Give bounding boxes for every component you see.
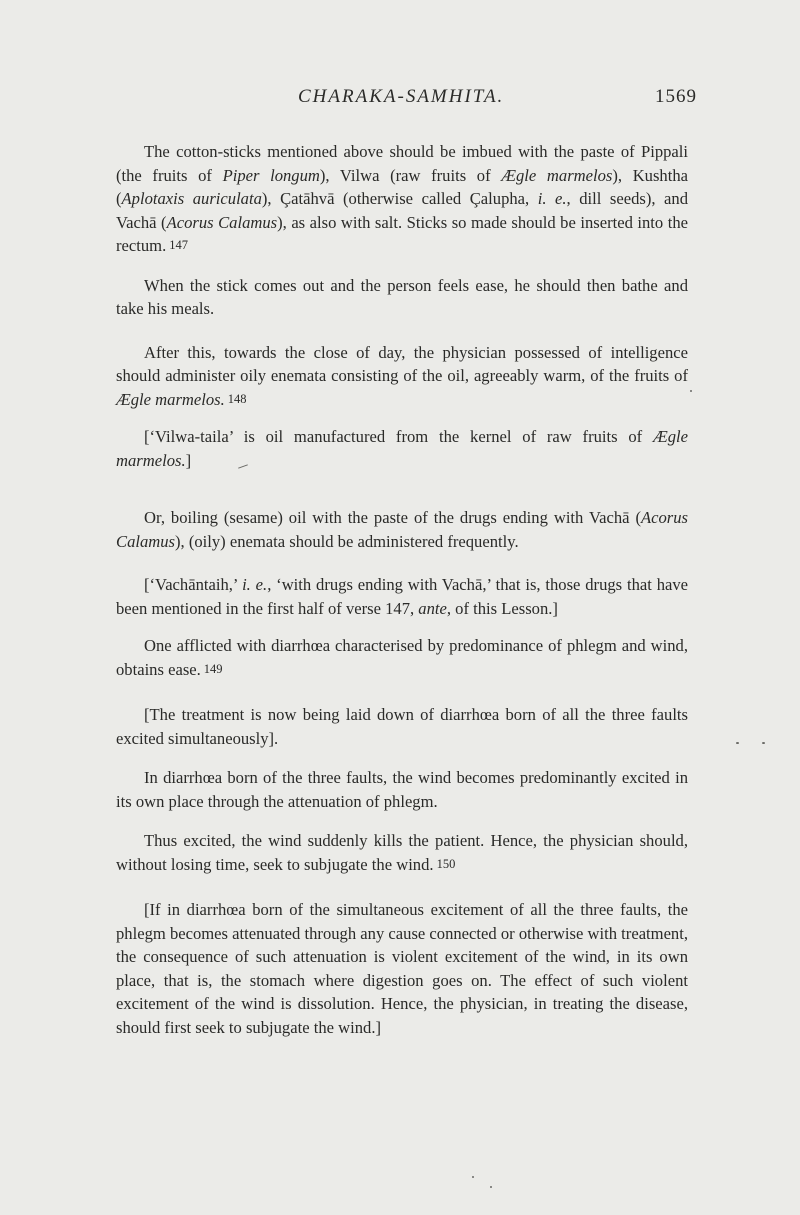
verse-number: 150 (436, 856, 456, 871)
text-segment: [If in diarrhœa born of the simultaneous excitement of all the three faults, the phlegm becomes attenuated through any cause connected or otherwise with treatment, the consequence of such attenuation is violent excitement of the wind, in its own place, that is, the stomach where digestion goes on. The effect of such violent excitement of the wind is dissolution. Hence, the physician, in treating the disease, should first seek to subjugate the wind.] (116, 900, 688, 1037)
page-speck (762, 742, 765, 744)
text-segment: When the stick comes out and the person feels ease, he should then bathe and take his meals. (116, 275, 688, 318)
paragraph (116, 274, 688, 321)
text-segment: , ‘with drugs ending with Vachā,’ that is, those drugs that have been mentioned in the first half of verse 147, (116, 575, 689, 618)
text-segment: In diarrhœa born of the three faults, the wind becomes predominantly excited in its own place through the attenuation of phlegm. (116, 768, 688, 811)
page-speck (736, 742, 739, 744)
latin-name: Ægle marmelos. (116, 427, 688, 470)
paragraph-verse-150 (116, 829, 688, 878)
latin-name: Piper longum (222, 165, 320, 185)
text-segment: ] (185, 450, 192, 470)
text-segment: ), Çatāhvā (otherwise called Çalupha, (261, 189, 538, 208)
paragraph (116, 506, 688, 553)
text-segment: [The treatment is now being laid down of diarrhœa born of all the three faults excited simultaneously]. (116, 705, 688, 748)
paragraph (116, 766, 688, 813)
abbreviation: i. e. (537, 189, 567, 208)
text-segment: After this, towards the close of day, the physician possessed of intelligence should administer oily enemata consisting of the oil, agreeably warm, of the fruits of (116, 342, 688, 385)
commentary-paragraph (116, 573, 688, 620)
latin-name: Aplotaxis auriculata (121, 189, 262, 208)
abbreviation: i. e. (242, 575, 268, 594)
abbreviation: ante (418, 598, 447, 618)
commentary-paragraph (116, 898, 688, 1039)
latin-name: Ægle marmelos (501, 165, 613, 185)
commentary-paragraph (116, 703, 688, 750)
paragraph-verse-149 (116, 634, 688, 683)
text-segment: ), Kushtha ( (116, 165, 688, 208)
running-head (0, 86, 800, 116)
verse-number: 149 (203, 661, 223, 676)
verse-number: 147 (169, 238, 188, 252)
text-segment: ), (oily) enemata should be administered frequently. (175, 531, 519, 551)
page-speck (490, 1186, 492, 1188)
page-number: 1569 (655, 86, 697, 107)
page-speck (472, 1176, 474, 1178)
running-title: CHARAKA-SAMHITA. (298, 86, 505, 107)
body-text (116, 140, 688, 1053)
text-segment: Thus excited, the wind suddenly kills the patient. Hence, the physician should, without losing time, seek to subjugate the wind. (116, 831, 688, 874)
text-segment: , dill seeds), and Vachā ( (116, 189, 688, 232)
text-segment: Or, boiling (sesame) oil with the paste of the drugs ending with Vachā ( (144, 508, 641, 527)
text-segment: The cotton-sticks mentioned above should be imbued with the paste of Pippali (the fruits of (116, 142, 688, 185)
latin-name: Acorus Calamus (166, 212, 278, 232)
paragraph-verse-148 (116, 341, 688, 414)
latin-name: Ægle marmelos. (116, 389, 225, 409)
text-segment: [‘Vilwa-taila’ is oil manufactured from the kernel of raw fruits of (144, 427, 653, 446)
verse-number: 148 (227, 391, 247, 406)
paragraph-verse-147 (116, 140, 688, 260)
text-segment: ), Vilwa (raw fruits of (319, 165, 502, 185)
text-segment: One afflicted with diarrhœa characterised by predominance of phlegm and wind, obtains ease. (116, 636, 688, 679)
page-speck (690, 390, 692, 392)
commentary-paragraph (116, 425, 688, 472)
latin-name: Acorus Calamus (116, 508, 688, 551)
text-segment: , of this Lesson.] (446, 598, 558, 618)
text-segment: ), as also with salt. Sticks so made should be inserted into the rectum. (116, 212, 688, 255)
text-segment: [‘Vachāntaih,’ (144, 575, 243, 594)
